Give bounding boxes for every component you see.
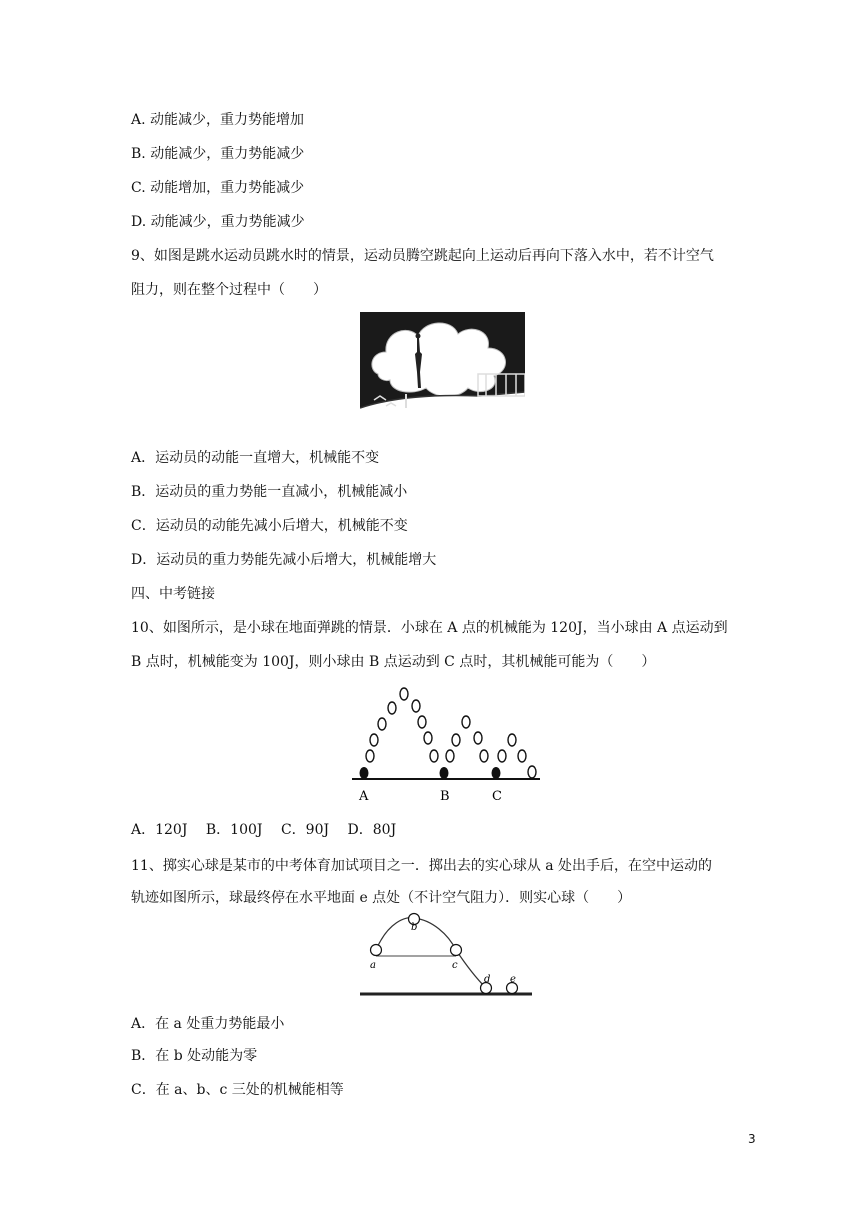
q11-stem-line2: 轨迹如图所示，球最终停在水平地面 e 点处（不计空气阻力）．则实心球（ ） xyxy=(131,890,632,906)
q11-option-a: A．在 a 处重力势能最小 xyxy=(131,1016,285,1032)
q10-stem-line2: B 点时，机械能变为 100J，则小球由 B 点运动到 C 点时，其机械能可能为（ ） xyxy=(131,654,656,670)
label-a: A xyxy=(359,789,369,802)
diver-figure xyxy=(360,312,525,422)
label-c: c xyxy=(452,960,458,971)
q8-option-b: B. 动能减少，重力势能减少 xyxy=(131,146,305,162)
q10-stem-line1: 10、如图所示，是小球在地面弹跳的情景．小球在 A 点的机械能为 120J，当小球由 A 点运动到 xyxy=(131,620,728,636)
q9-stem-line1: 9、如图是跳水运动员跳水时的情景，运动员腾空跳起向上运动后再向下落入水中，若不计空气 xyxy=(131,248,714,264)
q9-option-a: A．运动员的动能一直增大，机械能不变 xyxy=(131,450,380,466)
label-b: B xyxy=(440,789,450,802)
label-b: b xyxy=(411,922,418,933)
q9-option-b: B．运动员的重力势能一直减小，机械能减小 xyxy=(131,484,408,500)
shot-put-figure xyxy=(356,912,536,1002)
q11-option-c: C．在 a、b、c 三处的机械能相等 xyxy=(131,1082,344,1098)
q10-options: A．120J B．100J C．90J D．80J xyxy=(131,822,397,838)
q8-option-c: C. 动能增加，重力势能减少 xyxy=(131,180,305,196)
q9-option-c: C．运动员的动能先减小后增大，机械能不变 xyxy=(131,518,408,534)
q8-option-a: A. 动能减少，重力势能增加 xyxy=(131,112,305,128)
label-a: a xyxy=(370,960,376,971)
q8-option-d: D. 动能减少，重力势能减少 xyxy=(131,214,305,230)
page-number: 3 xyxy=(748,1132,756,1146)
q11-option-b: B．在 b 处动能为零 xyxy=(131,1048,258,1064)
section-title: 四、中考链接 xyxy=(131,586,215,602)
label-e: e xyxy=(510,974,516,985)
label-c: C xyxy=(492,789,502,802)
bouncing-ball-figure xyxy=(346,682,546,802)
q9-stem-line2: 阻力，则在整个过程中（ ） xyxy=(131,282,327,298)
q11-stem-line1: 11、掷实心球是某市的中考体育加试项目之一．掷出去的实心球从 a 处出手后，在空中运动的 xyxy=(131,858,713,874)
label-d: d xyxy=(484,974,491,985)
q9-option-d: D．运动员的重力势能先减小后增大，机械能增大 xyxy=(131,552,437,568)
